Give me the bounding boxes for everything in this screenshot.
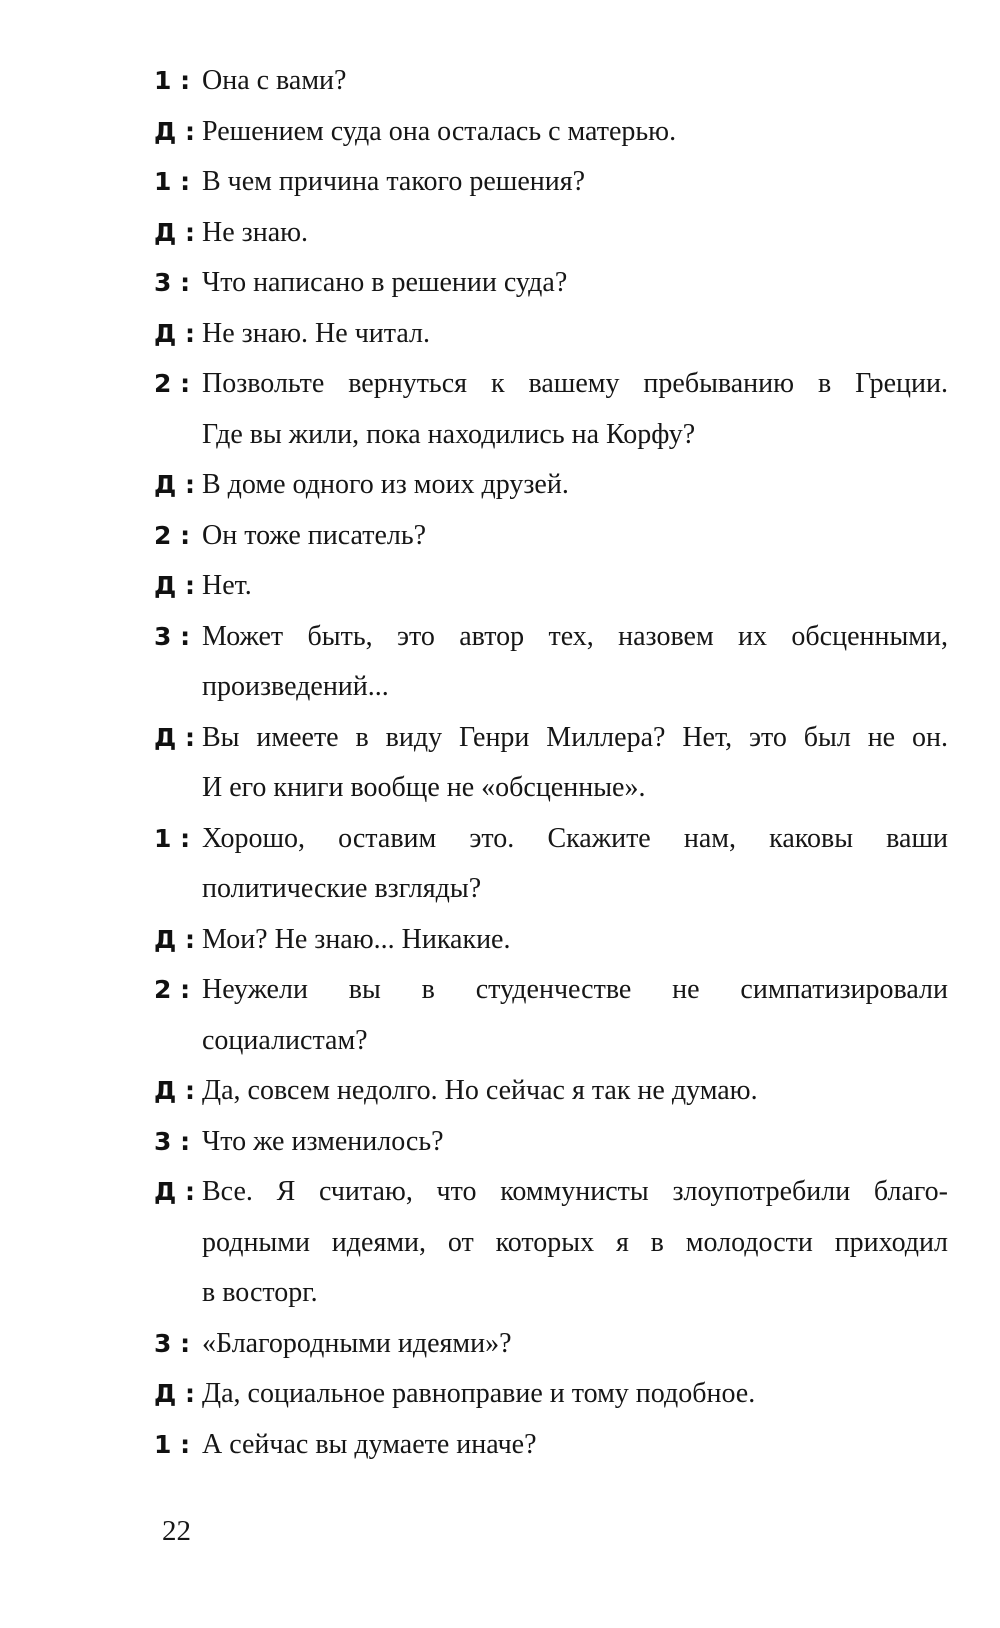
dialogue-line: Решением суда она осталась с матерью. xyxy=(202,115,677,147)
dialogue-row xyxy=(154,713,948,814)
dialogue-line: Неужели вы в студенчестве не симпатизировали xyxy=(202,974,948,1005)
speaker-label: 3 : xyxy=(154,1126,191,1156)
dialogue-row xyxy=(154,1167,948,1319)
dialogue-line: Не знаю. xyxy=(202,216,309,248)
speaker-label: 1 : xyxy=(154,823,191,853)
dialogue-row xyxy=(154,309,948,360)
dialogue-line: Все. Я считаю, что коммунисты злоупотребили благо- xyxy=(202,1176,948,1207)
dialogue-row xyxy=(154,814,948,915)
dialogue-line: «Благородными идеями»? xyxy=(202,1327,512,1359)
dialogue-row xyxy=(154,1319,948,1370)
speaker-label: 2 : xyxy=(154,520,191,550)
dialogue-row xyxy=(154,915,948,966)
dialogue-line: Нет. xyxy=(202,570,252,601)
dialogue-row xyxy=(154,258,948,309)
dialogue-line: Хорошо, оставим это. Скажите нам, каковы ваши xyxy=(202,822,948,854)
line-wrap xyxy=(202,208,948,259)
dialogue-line: произведений... xyxy=(202,671,389,702)
dialogue-line: Вы имеете в виду Генри Миллера? Нет, это был не он. xyxy=(202,721,948,753)
speaker-label: 1 : xyxy=(154,66,191,95)
dialogue-row xyxy=(154,359,948,460)
dialogue-line: Он тоже писатель? xyxy=(202,519,427,551)
dialogue-row xyxy=(154,56,948,107)
dialogue-row xyxy=(154,208,948,259)
line-wrap xyxy=(202,1066,948,1117)
dialogue-line: Не знаю. Не читал. xyxy=(202,317,430,349)
line-wrap xyxy=(202,359,948,460)
dialogue-line: В чем причина такого решения? xyxy=(202,166,586,197)
speaker-label: 2 : xyxy=(154,975,191,1004)
speaker-label: 3 : xyxy=(154,621,191,651)
dialogue-line: Что написано в решении суда? xyxy=(202,267,568,298)
speaker-label: Д : xyxy=(154,116,195,146)
dialogue-line: Где вы жили, пока находились на Корфу? xyxy=(202,418,696,450)
speaker-label: Д : xyxy=(154,217,195,247)
dialogue-line: Позвольте вернуться к вашему пребыванию в Греции. xyxy=(202,368,948,399)
page-number: 22 xyxy=(162,1515,191,1547)
dialogue-row xyxy=(154,1066,948,1117)
dialogue-row xyxy=(154,157,948,208)
line-wrap xyxy=(202,460,948,511)
dialogue-row xyxy=(154,965,948,1066)
speaker-label: 2 : xyxy=(154,369,191,398)
line-wrap xyxy=(202,1420,948,1471)
line-wrap xyxy=(202,713,948,814)
speaker-label: 3 : xyxy=(154,1328,191,1358)
dialogue-line: Да, совсем недолго. Но сейчас я так не думаю. xyxy=(202,1075,758,1106)
dialogue-line: социалистам? xyxy=(202,1024,368,1056)
line-wrap xyxy=(202,612,948,713)
dialogue-row xyxy=(154,1420,948,1471)
line-wrap xyxy=(202,511,948,562)
dialogue-line: Мои? Не знаю... Никакие. xyxy=(202,923,511,955)
line-wrap xyxy=(202,107,948,158)
speaker-label: 1 : xyxy=(154,167,191,196)
line-wrap xyxy=(202,561,948,612)
speaker-label: Д : xyxy=(154,722,195,752)
speaker-label: 1 : xyxy=(154,1429,191,1459)
dialogue-line: Да, социальное равноправие и тому подобное. xyxy=(202,1378,756,1409)
speaker-label: Д : xyxy=(154,318,195,348)
line-wrap xyxy=(202,1117,948,1168)
line-wrap xyxy=(202,157,948,208)
line-wrap xyxy=(202,1369,948,1420)
dialogue-line: в восторг. xyxy=(202,1277,318,1308)
speaker-label: Д : xyxy=(154,1177,195,1206)
dialogue-row xyxy=(154,107,948,158)
line-wrap xyxy=(202,814,948,915)
line-wrap xyxy=(202,309,948,360)
speaker-label: Д : xyxy=(154,1379,195,1408)
dialogue-line: политические взгляды? xyxy=(202,873,482,904)
dialogue-row xyxy=(154,1117,948,1168)
dialogue-row xyxy=(154,1369,948,1420)
dialogue xyxy=(154,56,948,1470)
speaker-label: Д : xyxy=(154,470,195,499)
dialogue-line: В доме одного из моих друзей. xyxy=(202,469,569,500)
speaker-label: Д : xyxy=(154,1076,195,1105)
dialogue-row xyxy=(154,511,948,562)
speaker-label: Д : xyxy=(154,924,195,954)
dialogue-line: Может быть, это автор тех, назовем их обсценными, xyxy=(202,620,948,652)
dialogue-line: Что же изменилось? xyxy=(202,1125,444,1157)
speaker-label: 3 : xyxy=(154,268,191,297)
dialogue-row xyxy=(154,460,948,511)
line-wrap xyxy=(202,258,948,309)
dialogue-row xyxy=(154,561,948,612)
dialogue-line: родными идеями, от которых я в молодости приходил xyxy=(202,1226,948,1258)
dialogue-line: И его книги вообще не «обсценные». xyxy=(202,772,646,803)
line-wrap xyxy=(202,1319,948,1370)
dialogue-line: А сейчас вы думаете иначе? xyxy=(202,1428,537,1460)
dialogue-row xyxy=(154,612,948,713)
line-wrap xyxy=(202,1167,948,1319)
dialogue-line: Она с вами? xyxy=(202,65,347,96)
line-wrap xyxy=(202,56,948,107)
line-wrap xyxy=(202,965,948,1066)
line-wrap xyxy=(202,915,948,966)
speaker-label: Д : xyxy=(154,571,195,600)
